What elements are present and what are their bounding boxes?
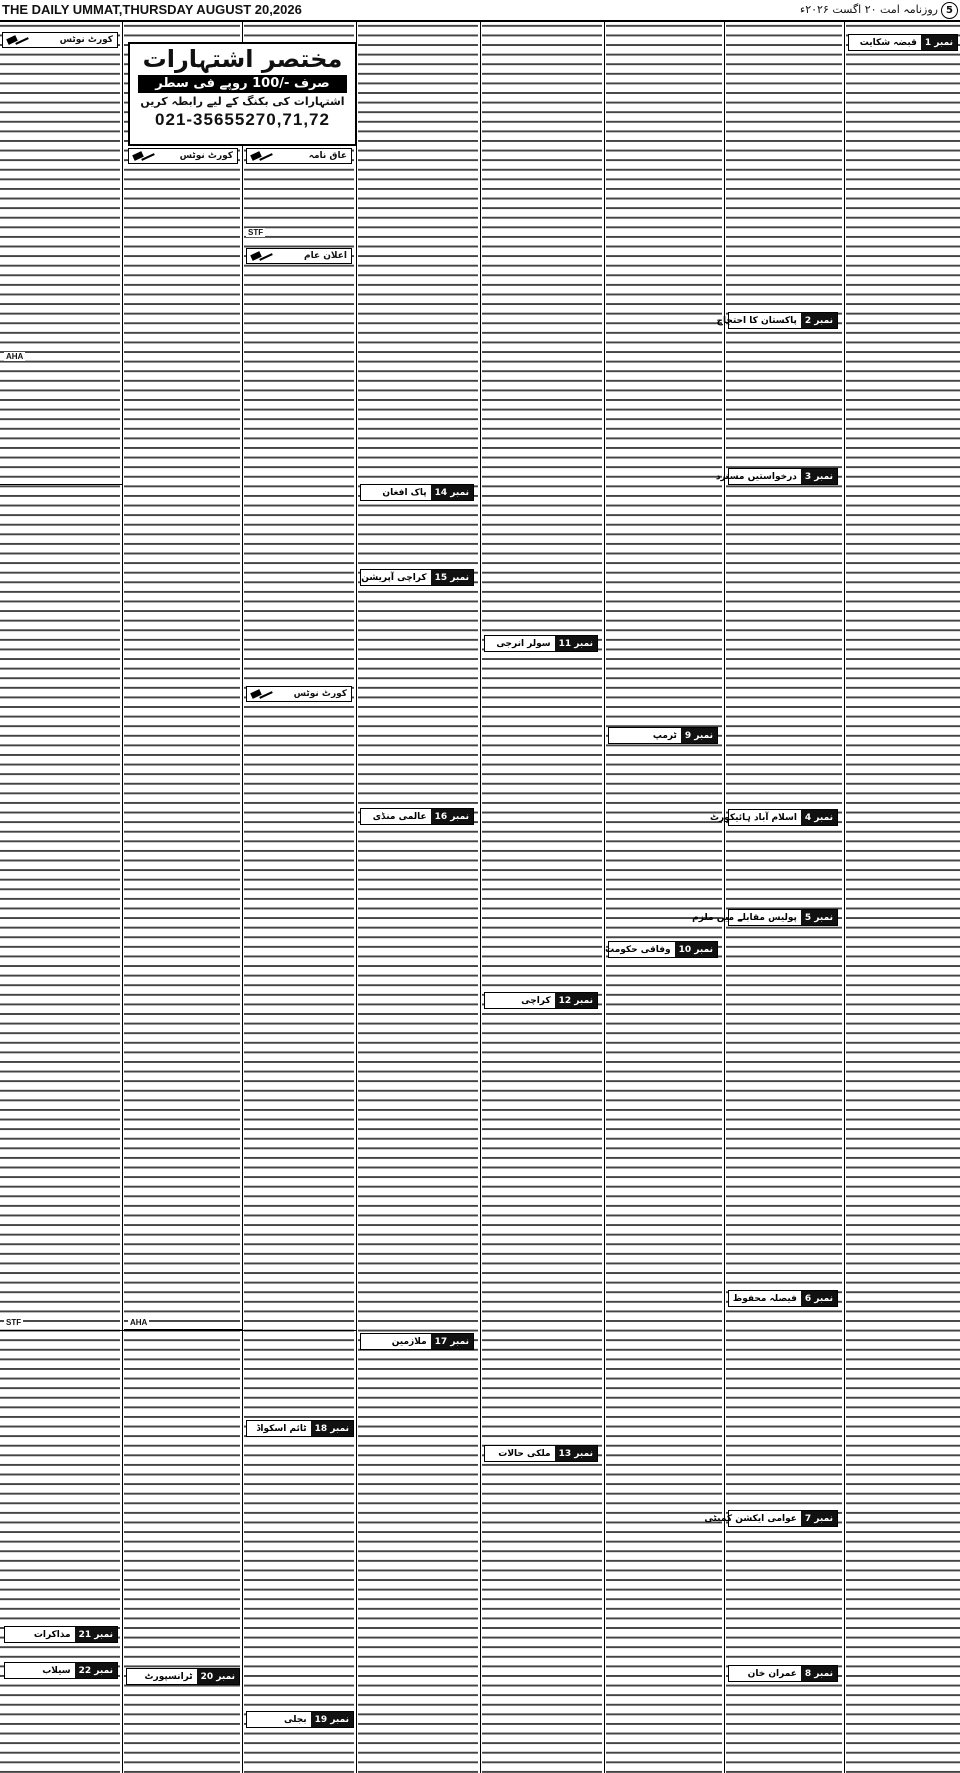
section-label: ملازمین bbox=[391, 1336, 427, 1347]
lost-notice-header bbox=[246, 148, 352, 164]
signature-stf-2: STF bbox=[248, 228, 264, 237]
section-17-box bbox=[360, 1333, 474, 1350]
megaphone-icon bbox=[251, 252, 273, 261]
section-number: نمبر 13 bbox=[555, 1446, 597, 1461]
public-notice-label: اعلان عام bbox=[303, 251, 347, 261]
section-4-box bbox=[710, 809, 838, 826]
section-label: مذاکرات bbox=[33, 1629, 71, 1640]
section-3-box bbox=[715, 468, 838, 485]
section-5-box bbox=[692, 909, 838, 926]
section-number: نمبر 14 bbox=[431, 485, 473, 500]
gavel-icon bbox=[7, 36, 29, 45]
column-1 bbox=[0, 22, 120, 1773]
masthead-title-english: THE DAILY UMMAT,THURSDAY AUGUST 20,2026 bbox=[2, 2, 302, 17]
section-number: نمبر 6 bbox=[801, 1291, 837, 1306]
section-number: نمبر 5 bbox=[801, 910, 837, 925]
ad-phone: 021-35655270,71,72 bbox=[155, 110, 330, 129]
masthead-title-urdu: روزنامہ امت ۲۰ اگست ۲۰۲۶ء bbox=[800, 3, 938, 16]
section-number: نمبر 10 bbox=[675, 942, 717, 957]
section-number: نمبر 11 bbox=[555, 636, 597, 651]
section-label: سیلاب bbox=[42, 1665, 71, 1676]
section-7-box bbox=[704, 1510, 838, 1527]
gavel-icon bbox=[251, 690, 273, 699]
lost-notice-label: عاق نامہ bbox=[308, 151, 347, 161]
section-label: درخواستیں مسترد bbox=[715, 471, 797, 482]
column-2 bbox=[124, 22, 240, 1773]
column-8 bbox=[846, 22, 960, 1773]
section-number: نمبر 8 bbox=[801, 1666, 837, 1681]
column-5 bbox=[482, 22, 602, 1773]
section-label: پولیس مقابلے میں ملزم bbox=[692, 912, 797, 923]
section-number: نمبر 3 bbox=[801, 469, 837, 484]
page-number-badge: 5 bbox=[941, 2, 958, 19]
section-number: نمبر 1 bbox=[921, 35, 957, 50]
section-number: نمبر 7 bbox=[801, 1511, 837, 1526]
section-6-box bbox=[728, 1290, 838, 1307]
section-1-box bbox=[848, 34, 958, 51]
section-label: عوامی ایکشن کمیٹی bbox=[704, 1513, 797, 1524]
court-notice-header-3 bbox=[246, 686, 352, 702]
section-8-box bbox=[728, 1665, 838, 1682]
section-9-box bbox=[608, 727, 718, 744]
section-10-box bbox=[605, 941, 718, 958]
section-label: ملکی حالات bbox=[498, 1448, 551, 1459]
section-number: نمبر 9 bbox=[681, 728, 717, 743]
section-11-box bbox=[484, 635, 598, 652]
section-number: نمبر 18 bbox=[311, 1421, 353, 1436]
section-14-box bbox=[360, 484, 474, 501]
section-19-box bbox=[246, 1711, 354, 1728]
signature-aha: AHA bbox=[130, 1318, 148, 1327]
section-12-box bbox=[484, 992, 598, 1009]
section-number: نمبر 17 bbox=[431, 1334, 473, 1349]
section-13-box bbox=[484, 1445, 598, 1462]
section-label: ٹائم اسکواڈ bbox=[256, 1423, 307, 1434]
gavel-icon bbox=[133, 152, 155, 161]
section-15-box bbox=[360, 569, 474, 586]
court-notice-label: کورٹ نوٹس bbox=[293, 689, 347, 699]
classified-ad-box bbox=[128, 42, 357, 146]
scroll-icon bbox=[251, 152, 273, 161]
section-20-box bbox=[126, 1668, 240, 1685]
column-4 bbox=[358, 22, 478, 1773]
section-2-box bbox=[716, 312, 838, 329]
section-number: نمبر 22 bbox=[75, 1663, 117, 1678]
section-number: نمبر 21 bbox=[75, 1627, 117, 1642]
signature-stf: STF bbox=[6, 1318, 22, 1327]
section-label: پاکستان کا احتجاج bbox=[716, 315, 797, 326]
section-number: نمبر 20 bbox=[197, 1669, 239, 1684]
public-notice-header bbox=[246, 248, 352, 264]
section-label: وفاقی حکومت bbox=[605, 944, 671, 955]
section-label: فیصلہ محفوظ bbox=[732, 1293, 797, 1304]
masthead bbox=[0, 0, 960, 22]
section-label: اسلام آباد ہائیکورٹ bbox=[710, 812, 797, 823]
section-18-box bbox=[246, 1420, 354, 1437]
section-label: عالمی منڈی bbox=[372, 811, 427, 822]
section-label: کراچی آپریشن bbox=[361, 572, 427, 583]
section-16-box bbox=[360, 808, 474, 825]
court-notice-header-2 bbox=[128, 148, 238, 164]
section-number: نمبر 19 bbox=[311, 1712, 353, 1727]
section-label: ٹرانسپورٹ bbox=[144, 1671, 193, 1682]
ad-booking-text: اشتہارات کی بکنگ کے لیے رابطہ کریں bbox=[140, 95, 345, 108]
section-label: پاک افغان bbox=[382, 487, 427, 498]
section-number: نمبر 4 bbox=[801, 810, 837, 825]
ad-rate: صرف -/100 روپے فی سطر bbox=[138, 75, 347, 93]
section-label: ٹرمپ bbox=[652, 730, 677, 741]
section-number: نمبر 15 bbox=[431, 570, 473, 585]
section-label: عمران خان bbox=[747, 1668, 797, 1679]
court-notice-label: کورٹ نوٹس bbox=[179, 151, 233, 161]
signature-aha-2: AHA bbox=[6, 352, 24, 361]
section-label: قبضہ شکایت bbox=[859, 37, 917, 48]
section-number: نمبر 12 bbox=[555, 993, 597, 1008]
section-number: نمبر 2 bbox=[801, 313, 837, 328]
court-notice-label: کورٹ نوٹس bbox=[59, 35, 113, 45]
section-label: کراچی bbox=[521, 995, 551, 1006]
court-notice-header bbox=[2, 32, 118, 48]
section-number: نمبر 16 bbox=[431, 809, 473, 824]
section-21-box bbox=[4, 1626, 118, 1643]
section-22-box bbox=[4, 1662, 118, 1679]
column-3 bbox=[244, 22, 354, 1773]
section-label: سولر انرجی bbox=[496, 638, 551, 649]
section-label: بجلی bbox=[283, 1714, 307, 1725]
newspaper-page bbox=[0, 22, 960, 1773]
ad-title: مختصر اشتہارات bbox=[142, 45, 343, 73]
